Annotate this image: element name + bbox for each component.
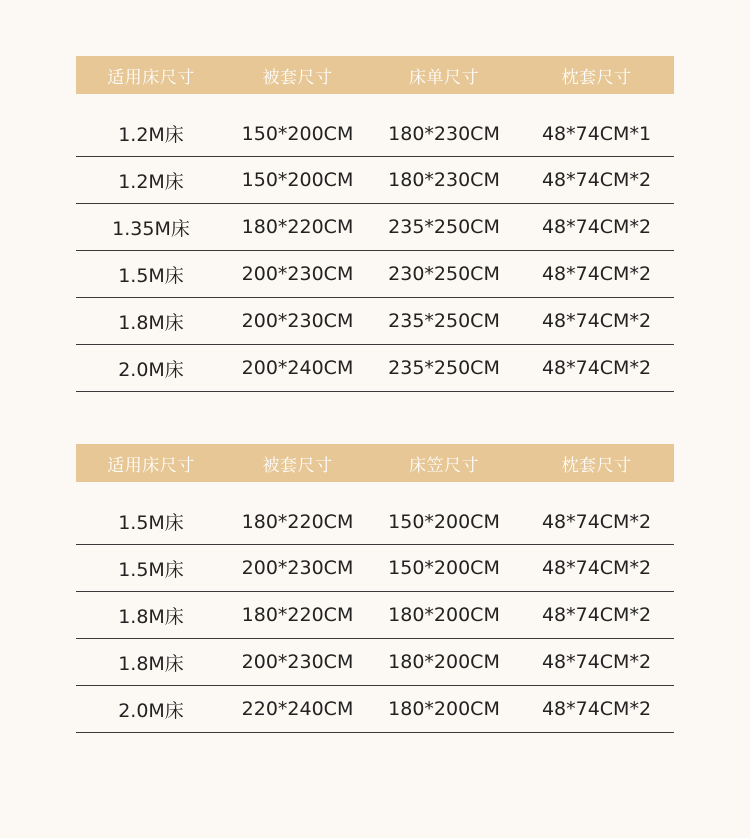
table-row: [76, 298, 674, 345]
cell-pillowcase-size: 48*74CM*2: [541, 557, 652, 579]
cell-bed-size: 1.2M床: [118, 170, 184, 193]
cell-bed-size: 1.8M床: [118, 311, 184, 334]
cell-fitted-sheet-size: 150*200CM: [388, 557, 500, 579]
cell-sheet-size: 180*230CM: [388, 122, 500, 145]
table-header-row: [76, 56, 674, 94]
cell-duvet-cover-size: 150*200CM: [241, 122, 354, 145]
size-table-flat-sheet: [76, 56, 674, 392]
cell-pillowcase-size: 48*74CM*2: [541, 698, 652, 720]
cell-sheet-size: 230*250CM: [388, 263, 500, 285]
cell-fitted-sheet-size: 150*200CM: [388, 510, 500, 533]
cell-sheet-size: 180*230CM: [388, 169, 500, 191]
cell-duvet-cover-size: 180*220CM: [241, 510, 354, 533]
cell-duvet-cover-size: 180*220CM: [241, 604, 354, 626]
cell-bed-size: 1.5M床: [118, 264, 184, 287]
cell-bed-size: 1.35M床: [112, 217, 190, 240]
cell-sheet-size: 235*250CM: [388, 357, 500, 379]
header-duvet-cover-size: 被套尺寸: [262, 455, 333, 476]
cell-pillowcase-size: 48*74CM*2: [541, 357, 652, 379]
cell-pillowcase-size: 48*74CM*2: [541, 651, 652, 673]
header-bed-size: 适用床尺寸: [107, 67, 195, 88]
cell-bed-size: 1.8M床: [118, 652, 184, 675]
table-header-row: [76, 444, 674, 482]
cell-fitted-sheet-size: 180*200CM: [388, 651, 500, 673]
size-table-fitted-sheet: [76, 444, 674, 733]
cell-duvet-cover-size: 200*240CM: [241, 357, 354, 379]
header-duvet-cover-size: 被套尺寸: [262, 67, 333, 88]
cell-fitted-sheet-size: 180*200CM: [388, 698, 500, 720]
table-row: [76, 499, 674, 545]
table-row: [76, 639, 674, 686]
table-row: [76, 204, 674, 251]
table-row: [76, 686, 674, 733]
cell-duvet-cover-size: 180*220CM: [241, 216, 354, 238]
cell-pillowcase-size: 48*74CM*1: [541, 122, 652, 145]
cell-sheet-size: 235*250CM: [388, 216, 500, 238]
cell-bed-size: 2.0M床: [118, 358, 184, 381]
cell-pillowcase-size: 48*74CM*2: [541, 169, 652, 191]
header-pillowcase-size: 枕套尺寸: [561, 455, 632, 476]
cell-pillowcase-size: 48*74CM*2: [541, 216, 652, 238]
cell-fitted-sheet-size: 180*200CM: [388, 604, 500, 626]
cell-duvet-cover-size: 150*200CM: [241, 169, 354, 191]
table-row: [76, 251, 674, 298]
cell-duvet-cover-size: 200*230CM: [241, 310, 354, 332]
table-row: [76, 111, 674, 157]
cell-pillowcase-size: 48*74CM*2: [541, 510, 652, 533]
header-fitted-sheet-size: 床笠尺寸: [409, 455, 479, 476]
table-row: [76, 345, 674, 392]
table-row: [76, 545, 674, 592]
table-row: [76, 157, 674, 204]
cell-duvet-cover-size: 200*230CM: [241, 651, 354, 673]
cell-pillowcase-size: 48*74CM*2: [541, 263, 652, 285]
table-row: [76, 592, 674, 639]
cell-sheet-size: 235*250CM: [388, 310, 500, 332]
header-pillowcase-size: 枕套尺寸: [561, 67, 632, 88]
cell-pillowcase-size: 48*74CM*2: [541, 310, 652, 332]
header-sheet-size: 床单尺寸: [409, 67, 479, 88]
cell-duvet-cover-size: 220*240CM: [241, 698, 354, 720]
header-bed-size: 适用床尺寸: [107, 455, 195, 476]
cell-bed-size: 1.8M床: [118, 605, 184, 628]
cell-bed-size: 2.0M床: [118, 699, 184, 722]
cell-duvet-cover-size: 200*230CM: [241, 263, 354, 285]
cell-duvet-cover-size: 200*230CM: [241, 557, 354, 579]
cell-bed-size: 1.5M床: [118, 512, 184, 534]
cell-bed-size: 1.5M床: [118, 558, 184, 581]
cell-bed-size: 1.2M床: [118, 124, 184, 146]
cell-pillowcase-size: 48*74CM*2: [541, 604, 652, 626]
